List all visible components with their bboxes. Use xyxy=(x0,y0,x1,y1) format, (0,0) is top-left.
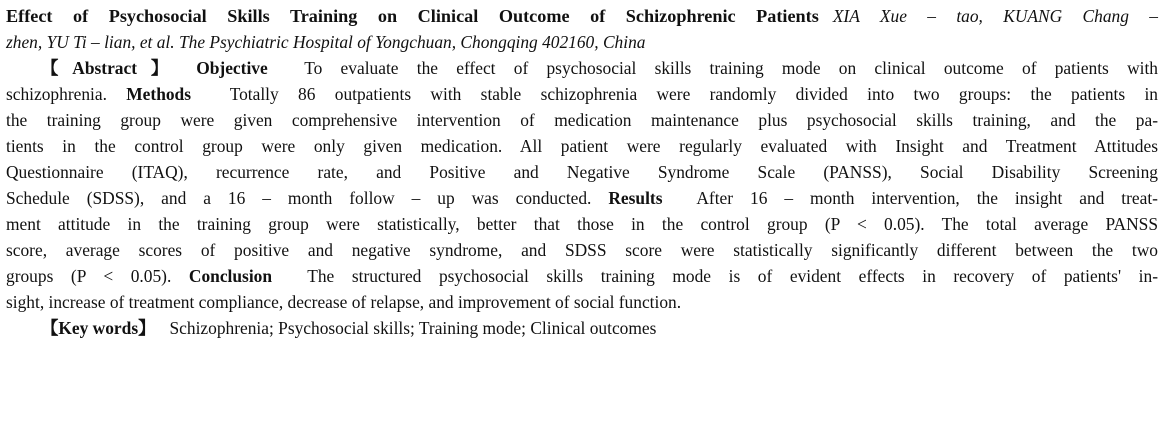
abstract-text-2a: schizophrenia. xyxy=(6,84,107,104)
abstract-line-5 xyxy=(6,159,1158,185)
methods-label: Methods xyxy=(126,84,191,104)
abstract-text-7: ment attitude in the training group were statistically, better that those in the control group (P < 0.05). The total average PANSS xyxy=(6,214,1158,234)
authors-part2: zhen, YU Ti – lian, et al. xyxy=(6,32,175,52)
authors-line xyxy=(6,29,1158,55)
abstract-line-6 xyxy=(6,185,1158,211)
abstract-line-10 xyxy=(6,289,1158,315)
abstract-text-4: tients in the control group were only given medication. All patient were regularly evaluated with Insight and Treatment Attitudes xyxy=(6,136,1158,156)
authors-part1: XIA Xue – tao, KUANG Chang – xyxy=(832,6,1158,26)
abstract-text-1: To evaluate the effect of psychosocial skills training mode on clinical outcome of patients with xyxy=(304,58,1158,78)
abstract-text-6b: After 16 – month intervention, the insight and treat- xyxy=(696,188,1158,208)
abstract-text-10: sight, increase of treatment compliance, decrease of relapse, and improvement of social function. xyxy=(6,292,682,312)
abstract-line-4 xyxy=(6,133,1158,159)
abstract-line-3 xyxy=(6,107,1158,133)
abstract-line-1 xyxy=(6,55,1158,81)
results-label: Results xyxy=(608,188,663,208)
abstract-label: 【Abstract】 xyxy=(41,58,183,78)
paper-title: Effect of Psychosocial Skills Training on Clinical Outcome of Schizophrenic Patients xyxy=(6,6,819,26)
title-line xyxy=(6,3,1158,29)
abstract-line-8 xyxy=(6,237,1158,263)
objective-label: Objective xyxy=(196,58,268,78)
abstract-text-9b: The structured psychosocial skills training mode is of evident effects in recovery of patients' in- xyxy=(307,266,1158,286)
keywords-label: 【Key words】 xyxy=(41,318,156,338)
abstract-text-5: Questionnaire (ITAQ), recurrence rate, and Positive and Negative Syndrome Scale (PANSS), Social Disability Screening xyxy=(6,162,1158,182)
abstract-text-6a: Schedule (SDSS), and a 16 – month follow – up was conducted. xyxy=(6,188,592,208)
conclusion-label: Conclusion xyxy=(188,266,273,286)
abstract-text-3: the training group were given comprehensive intervention of medication maintenance plus psychosocial skills training, and the pa- xyxy=(6,110,1158,130)
abstract-line-9 xyxy=(6,263,1158,289)
affiliation: The Psychiatric Hospital of Yongchuan, Chongqing 402160, China xyxy=(178,32,646,52)
paper-abstract xyxy=(6,3,1158,341)
keywords-text: Schizophrenia; Psychosocial skills; Training mode; Clinical outcomes xyxy=(169,318,657,338)
abstract-line-2 xyxy=(6,81,1158,107)
keywords-line xyxy=(6,315,1158,341)
abstract-text-9a: groups (P < 0.05). xyxy=(6,266,172,286)
abstract-line-7 xyxy=(6,211,1158,237)
abstract-text-8: score, average scores of positive and negative syndrome, and SDSS score were statistically significantly different between the two xyxy=(6,240,1158,260)
abstract-text-2b: Totally 86 outpatients with stable schizophrenia were randomly divided into two groups: the patients in xyxy=(229,84,1158,104)
